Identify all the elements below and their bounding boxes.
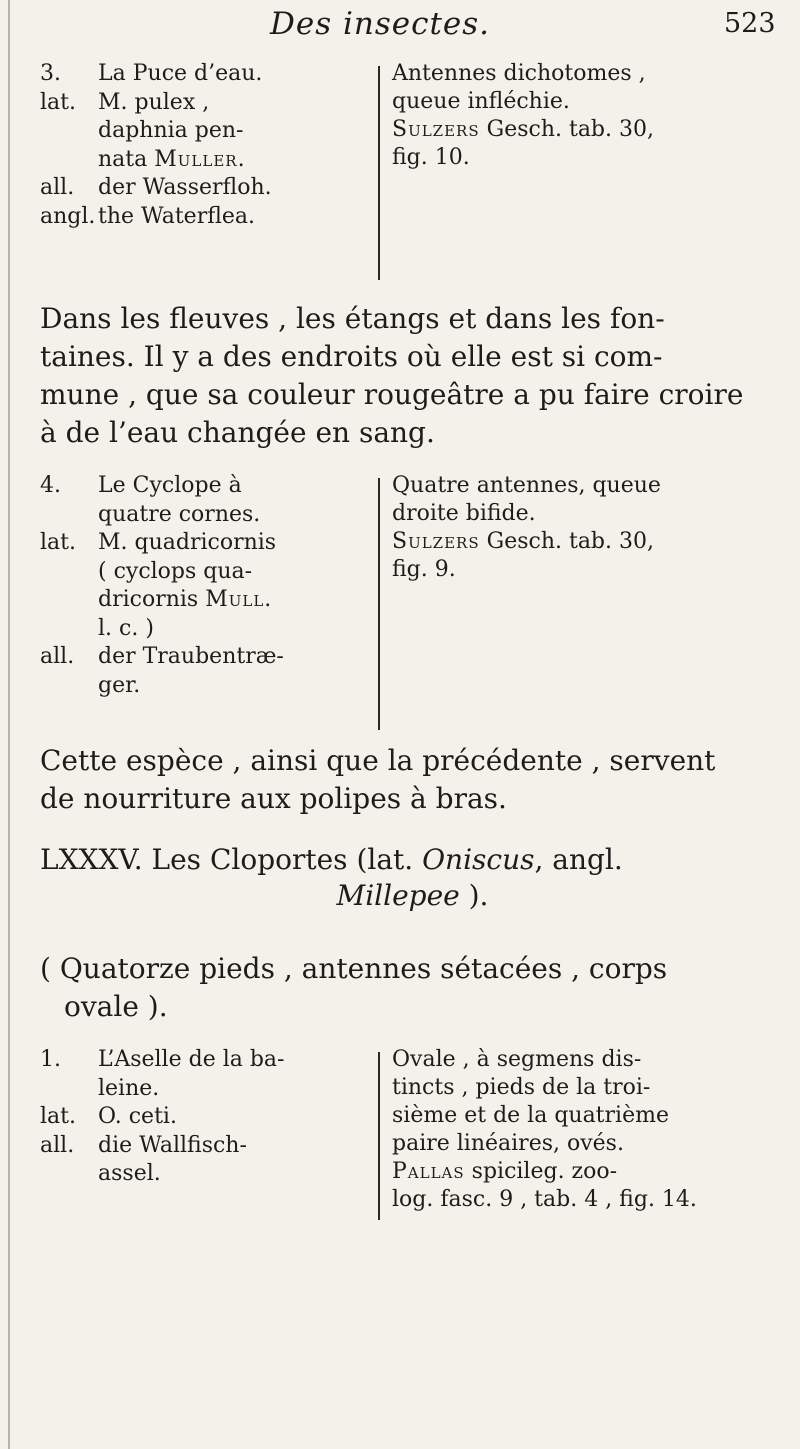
latin-name: O. ceti.: [98, 1104, 177, 1129]
section-english-name: Millepee ).: [336, 879, 489, 912]
common-name: La Puce d’eau.: [98, 61, 263, 86]
entry-1-description: Ovale , à segmens dis- tincts , pieds de la troi- sième et de la quatrième paire linéaires, ovés. Pallas spicileg. zoo- log. fasc. 9 , tab. 4 , fig. 14.: [392, 1047, 697, 1212]
entry-number: 1.: [40, 1047, 61, 1072]
column-divider: [378, 1052, 380, 1220]
label-lat: lat.: [40, 89, 76, 115]
latin-name: M. quadricornis ( cyclops qua- dricornis Mull. l. c. ): [98, 530, 277, 641]
column-divider: [378, 66, 380, 280]
label-all: all.: [40, 644, 75, 669]
entry-1-all-row: [40, 1132, 370, 1189]
entry-4-name-row: [40, 472, 370, 529]
label-angl: angl.: [40, 203, 96, 229]
latin-name: M. pulex , daphnia pen- nata Muller.: [98, 89, 246, 172]
section-title: LXXXV. Les Cloportes (lat. Oniscus, angl.: [40, 843, 623, 876]
reference: Sulzers Gesch. tab. 30,: [392, 117, 654, 142]
common-name: L’Aselle de la ba- leine.: [98, 1047, 285, 1101]
entry-4-all-row: [40, 643, 370, 700]
entry-1-name-row: [40, 1046, 370, 1103]
label-lat: lat.: [40, 1104, 76, 1129]
english-name: the Waterflea.: [98, 203, 256, 229]
entry-3-description: Antennes dichotomes , queue infléchie. Sulzers Gesch. tab. 30, fig. 10.: [392, 61, 654, 170]
entry-3-angl-row: [40, 203, 370, 232]
entry-1-lat-row: [40, 1103, 370, 1132]
entry-4-lat-row: [40, 529, 370, 643]
entry-3-lat-row: [40, 89, 370, 175]
entry-number: 4.: [40, 473, 61, 498]
reference: Pallas spicileg. zoo-: [392, 1159, 618, 1184]
reference: Sulzers Gesch. tab. 30,: [392, 529, 654, 554]
entry-3: [40, 60, 780, 292]
paragraph-1: Dans les fleuves , les étangs et dans les fon- taines. Il y a des endroits où elle est si com- mune , que sa couleur rougeâtre a pu faire croire à de l’eau changée en sang.: [40, 302, 744, 449]
german-name: der Wasserfloh.: [98, 175, 272, 200]
section-heading: [40, 842, 785, 914]
page-edge: [8, 0, 10, 1449]
entry-1: [40, 1046, 780, 1226]
section-description: ( Quatorze pieds , antennes sétacées , corps ovale ).: [40, 952, 668, 1023]
entry-4-description: Quatre antennes, queue droite bifide. Sulzers Gesch. tab. 30, fig. 9.: [392, 473, 661, 582]
page-number: 523: [724, 8, 776, 39]
entry-3-name-row: [40, 60, 370, 89]
common-name: Le Cyclope à quatre cornes.: [98, 473, 261, 527]
paragraph-2: Cette espèce , ainsi que la précédente , servent de nourriture aux polipes à bras.: [40, 744, 716, 815]
entry-4: [40, 472, 780, 732]
column-divider: [378, 478, 380, 730]
entry-3-names: [40, 60, 370, 231]
german-name: die Wallfisch- assel.: [98, 1132, 247, 1186]
label-lat: lat.: [40, 530, 76, 555]
entry-number: 3.: [40, 61, 61, 86]
entry-1-names: [40, 1046, 370, 1189]
page-header: [0, 6, 800, 46]
entry-4-names: [40, 472, 370, 700]
label-all: all.: [40, 1132, 75, 1158]
entry-3-all-row: [40, 174, 370, 203]
label-all: all.: [40, 175, 75, 200]
running-title: Des insectes.: [270, 6, 491, 42]
german-name: der Traubentræ- ger.: [98, 644, 284, 698]
